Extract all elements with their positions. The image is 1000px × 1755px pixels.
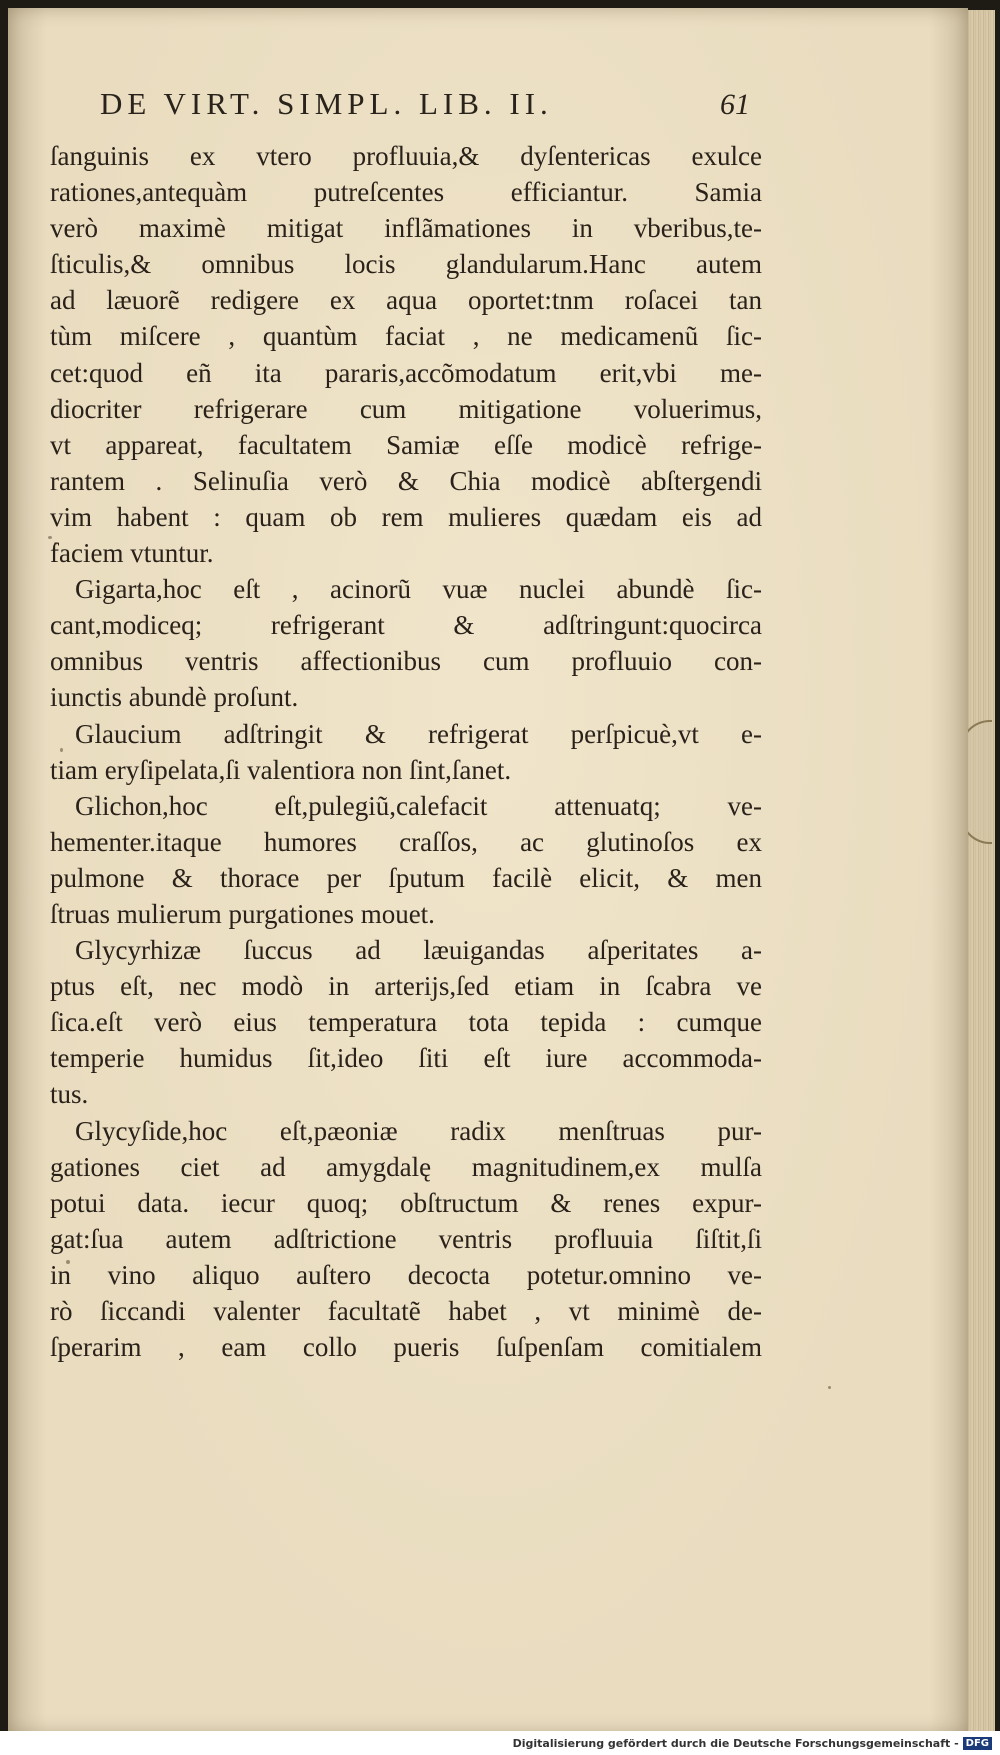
text-line: faciem vtuntur. [50, 538, 214, 569]
text-line: tus. [50, 1079, 89, 1110]
running-title: DE VIRT. SIMPL. LIB. II. [100, 86, 553, 121]
text-line: ſticulis,& omnibus locis glandularum.Hanc autem [50, 249, 762, 280]
text-line: iunctis abundè proſunt. [50, 682, 299, 713]
text-line: Gigarta,hoc eſt , acinorũ vuæ nuclei abundè ſic- [75, 574, 762, 605]
text-line: rantem . Selinuſia verò & Chia modicè abſtergendi [50, 465, 762, 496]
digitization-footer [0, 1731, 1000, 1755]
text-line: potui data. iecur quoq; obſtructum & renes expur- [50, 1187, 762, 1218]
body-text [50, 138, 762, 1365]
dfg-logo: DFG [963, 1737, 992, 1750]
text-line: Glaucium adſtringit & refrigerat perſpicuè,vt e- [75, 718, 762, 749]
digitization-credit: Digitalisierung gefördert durch die Deutsche Forschungsgemeinschaft - [512, 1736, 959, 1750]
text-line: hementer.itaque humores craſſos, ac glutinoſos ex [50, 826, 762, 857]
text-line: ad læuorẽ redigere ex aqua oportet:tnm roſacei tan [50, 285, 762, 316]
text-line: in vino aliquo auſtero decocta potetur.omnino ve- [50, 1259, 762, 1290]
text-line: vim habent : quam ob rem mulieres quædam eis ad [50, 501, 762, 532]
text-line: tùm miſcere , quantùm faciat , ne medicamenũ ſic- [50, 321, 762, 352]
text-line: diocriter refrigerare cum mitigatione voluerimus, [50, 393, 762, 424]
text-line: tiam eryſipelata,ſi valentiora non ſint,ſanet. [50, 754, 512, 785]
text-line: vt appareat, facultatem Samiæ eſſe modicè refrige- [50, 429, 762, 460]
text-line: cant,modiceq; refrigerant & adſtringunt:quocirca [50, 610, 762, 641]
text-line: rò ſiccandi valenter facultatẽ habet , vt minimè de- [50, 1296, 762, 1326]
text-line: cet:quod eñ ita pararis,accõmodatum erit,vbi me- [50, 357, 762, 388]
text-line: Glycyrhizæ ſuccus ad læuigandas aſperitates a- [75, 935, 762, 966]
text-line: ſperarim , eam collo pueris ſuſpenſam comitialem [50, 1332, 762, 1363]
text-line: ptus eſt, nec modò in arterijs,ſed etiam in ſcabra ve [50, 971, 762, 1002]
text-line: rationes,antequàm putreſcentes efficiantur. Samia [50, 177, 762, 208]
text-line: temperie humidus ſit,ideo ſiti eſt iure accommoda- [50, 1043, 762, 1074]
text-line: ſica.eſt verò eius temperatura tota tepida : cumque [50, 1007, 762, 1038]
text-line: gat:ſua autem adſtrictione ventris profluuia ſiſtit,ſi [50, 1223, 762, 1254]
text-line: Glichon,hoc eſt,pulegiũ,calefacit attenuatq; ve- [75, 790, 762, 821]
text-line: gationes ciet ad amygdalę magnitudinem,ex mulſa [50, 1151, 762, 1182]
text-line: pulmone & thorace per ſputum facilè elicit, & men [50, 862, 762, 893]
text-line: ſtruas mulierum purgationes mouet. [50, 898, 435, 929]
text-line: verò maximè mitigat inflãmationes in vberibus,te- [50, 213, 762, 244]
running-head [0, 86, 900, 122]
page-number: 61 [720, 88, 750, 121]
text-line: Glycyſide,hoc eſt,pæoniæ radix menſtruas pur- [75, 1115, 762, 1146]
text-line: omnibus ventris affectionibus cum profluuio con- [50, 646, 762, 677]
text-line: ſanguinis ex vtero profluuia,& dyſentericas exulce [50, 141, 762, 171]
